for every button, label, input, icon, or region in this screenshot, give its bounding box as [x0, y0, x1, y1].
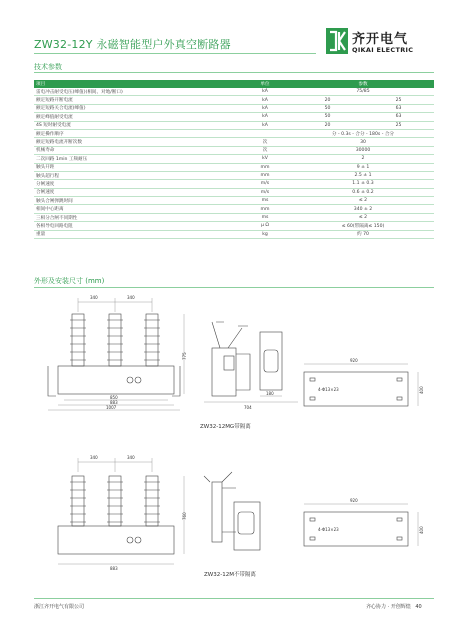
- table-cell-unit: mm: [238, 171, 292, 179]
- col-header-item: 项目: [34, 80, 238, 88]
- table-cell-item: 触头合闸弹跳时间: [34, 197, 238, 205]
- table-cell-unit: m/s: [238, 180, 292, 188]
- dim-width-1: 850: [110, 395, 118, 400]
- dim-bolt: 4-Φ13×23: [318, 387, 339, 392]
- table-cell-item: 触头超行程: [34, 171, 238, 179]
- table-cell-v1: 分 - 0.3s - 合分 - 180s - 合分: [292, 129, 434, 137]
- dim-height: 760: [182, 512, 187, 520]
- dim-mount-width: 920: [350, 498, 358, 503]
- table-cell-v1: 0.6 ± 0.2: [292, 188, 434, 196]
- title-divider: [34, 53, 316, 54]
- table-row: [34, 88, 434, 96]
- table-cell-v1: 2: [292, 155, 434, 163]
- params-table: [34, 80, 434, 239]
- table-cell-item: 各相导电回路电阻: [34, 222, 238, 230]
- table-cell-v1: 30: [292, 138, 434, 146]
- dim-side-depth: 704: [244, 405, 252, 410]
- table-cell-v1: ≤ 2: [292, 213, 434, 221]
- table-cell-v1: 20: [292, 121, 363, 129]
- table-cell-unit: mm: [238, 163, 292, 171]
- table-cell-v1: 50: [292, 113, 363, 121]
- drawing-without-isolator: [34, 452, 434, 582]
- table-cell-v1: 20: [292, 96, 363, 104]
- footer-right: [366, 603, 422, 610]
- table-cell-item: 雷电冲击耐受电压(峰值)(相间、对地/断口): [34, 88, 238, 96]
- table-row: [34, 104, 434, 112]
- table-cell-v2: 63: [363, 104, 434, 112]
- dim-mount-width: 920: [350, 358, 358, 363]
- table-row: [34, 146, 434, 154]
- table-cell-unit: ms: [238, 213, 292, 221]
- table-cell-item: 额定短路电流开断次数: [34, 138, 238, 146]
- table-row: [34, 205, 434, 213]
- table-cell-v1: ≤ 2: [292, 197, 434, 205]
- table-cell-item: 触头开距: [34, 163, 238, 171]
- table-cell-item: 额定操作顺序: [34, 129, 238, 137]
- table-cell-v1: 2.5 ± 1: [292, 171, 434, 179]
- insulator-pole: [144, 476, 160, 526]
- table-cell-item: 额定峰值耐受电流: [34, 113, 238, 121]
- footer-company: 浙江齐开电气有限公司: [34, 604, 85, 610]
- table-cell-v1: 340 ± 2: [292, 205, 434, 213]
- table-row: [34, 197, 434, 205]
- insulator-pole: [107, 476, 123, 526]
- table-cell-unit: kV: [238, 155, 292, 163]
- table-cell-unit: μ Ω: [238, 222, 292, 230]
- table-cell-unit: kA: [238, 96, 292, 104]
- dim-bolt-height: 400: [419, 526, 424, 534]
- table-row: [34, 129, 434, 137]
- dim-pitch-b: 340: [127, 295, 135, 300]
- table-row: [34, 171, 434, 179]
- table-cell-item: 4S 短时耐受电流: [34, 121, 238, 129]
- table-cell-item: 分闸速度: [34, 180, 238, 188]
- dim-height: 775: [182, 352, 187, 360]
- table-cell-item: 三相分合闸不同期性: [34, 213, 238, 221]
- table-row: [34, 188, 434, 196]
- dim-width-3: 1007: [106, 405, 117, 410]
- table-cell-item: 额定短路开断电流: [34, 96, 238, 104]
- page-number: 40: [415, 604, 422, 610]
- table-row: [34, 96, 434, 104]
- table-row: [34, 163, 434, 171]
- table-cell-v1: 30000: [292, 146, 434, 154]
- table-cell-unit: mm: [238, 205, 292, 213]
- table-cell-unit: 次: [238, 138, 292, 146]
- insulator-pole: [107, 314, 123, 366]
- table-cell-v1: 50: [292, 104, 363, 112]
- dim-side-width: 180: [266, 391, 274, 396]
- table-cell-item: 合闸速度: [34, 188, 238, 196]
- table-cell-v1: 约 70: [292, 230, 434, 238]
- dim-bolt-height: 400: [419, 386, 424, 394]
- insulator-pole: [70, 476, 86, 526]
- figure-caption: ZW32-12MG带隔离: [200, 424, 251, 430]
- logo-text-en: QIKAI ELECTRIC: [352, 46, 414, 54]
- table-cell-item: 额定短路关合电流(峰值): [34, 104, 238, 112]
- table-cell-v1: 9 ± 1: [292, 163, 434, 171]
- table-cell-v1: 1.1 ± 0.3: [292, 180, 434, 188]
- table-cell-item: 重量: [34, 230, 238, 238]
- table-cell-unit: kg: [238, 230, 292, 238]
- table-cell-unit: [238, 129, 292, 137]
- table-row: [34, 121, 434, 129]
- table-row: [34, 222, 434, 230]
- table-cell-v2: 63: [363, 113, 434, 121]
- dim-pitch-a: 340: [90, 295, 98, 300]
- dim-width-2: 883: [110, 400, 118, 405]
- logo-text-cn: 齐开电气: [352, 32, 409, 47]
- section-heading-dims: 外形及安装尺寸 (mm): [34, 277, 105, 285]
- table-row: [34, 180, 434, 188]
- dim-pitch-b: 340: [127, 455, 135, 460]
- footer-divider: [34, 598, 434, 599]
- table-cell-unit: kA: [238, 121, 292, 129]
- page-title: ZW32-12Y 永磁智能型户外真空断路器: [34, 38, 231, 51]
- dim-base-width: 883: [110, 566, 118, 571]
- footer-slogan: 齐心协力 · 开创辉煌: [366, 604, 411, 610]
- table-cell-unit: kA: [238, 88, 292, 96]
- table-row: [34, 155, 434, 163]
- table-cell-unit: m/s: [238, 188, 292, 196]
- dim-bolt: 4-Φ13×23: [318, 527, 339, 532]
- table-row: [34, 113, 434, 121]
- table-cell-item: 二次回路 1min 工频耐压: [34, 155, 238, 163]
- insulator-pole: [144, 314, 160, 366]
- company-logo-icon: [326, 28, 348, 54]
- insulator-pole: [70, 314, 86, 366]
- table-row: [34, 213, 434, 221]
- table-header-row: [34, 80, 434, 88]
- table-cell-v2: 25: [363, 96, 434, 104]
- col-header-unit: 单位: [238, 80, 292, 88]
- dim-pitch-a: 340: [90, 455, 98, 460]
- section-heading-params: 技术参数: [34, 63, 62, 71]
- table-cell-item: 相间中心距离: [34, 205, 238, 213]
- drawing-with-isolator: [34, 292, 434, 442]
- section-divider: [34, 72, 434, 73]
- table-cell-unit: ms: [238, 197, 292, 205]
- table-cell-v2: 25: [363, 121, 434, 129]
- table-cell-v1: ≤ 60(带隔离≤ 150): [292, 222, 434, 230]
- table-cell-unit: kA: [238, 104, 292, 112]
- table-cell-unit: 次: [238, 146, 292, 154]
- table-cell-unit: kA: [238, 113, 292, 121]
- col-header-value: 参数: [292, 80, 434, 88]
- section-divider: [34, 287, 434, 288]
- figure-caption: ZW32-12M不带隔离: [204, 572, 256, 578]
- table-row: [34, 230, 434, 238]
- table-cell-v1: 75/85: [292, 88, 434, 96]
- table-cell-item: 机械寿命: [34, 146, 238, 154]
- table-row: [34, 138, 434, 146]
